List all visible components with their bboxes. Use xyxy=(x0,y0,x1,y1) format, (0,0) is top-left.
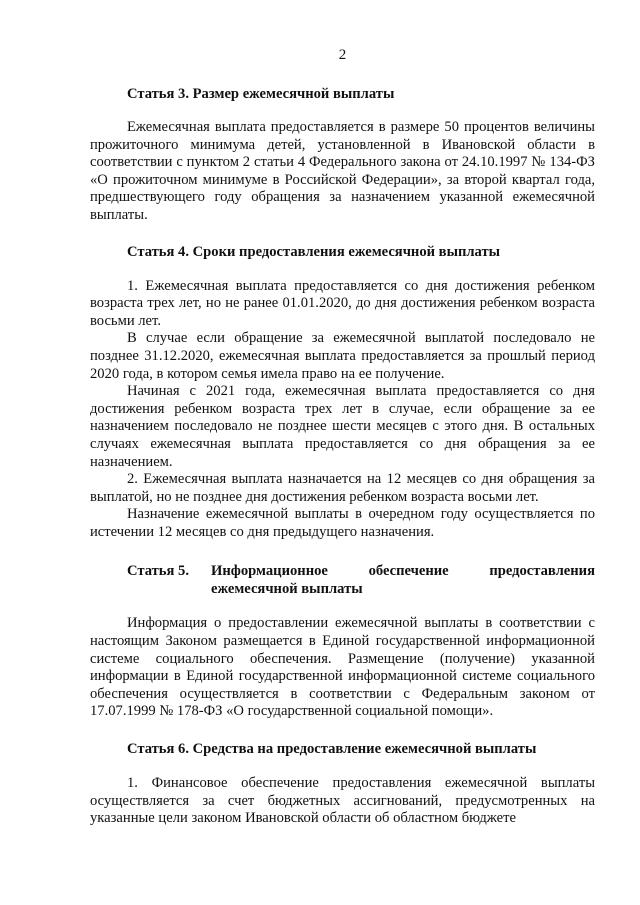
article-3-body xyxy=(90,119,595,225)
article-5-number: Статья 5. xyxy=(127,563,189,580)
article-3-paragraph-1: Ежемесячная выплата предоставляется в размере 50 процентов величины прожиточного минимума детей, установленной в Ивановской области в соответствии с пунктом 2 статьи 4 Федерального закона от 24.10.1997 № 134-ФЗ «О прожиточном минимуме в Российской Федерации», за второй квартал года, предшествующего году обращения за назначением указанной ежемесячной выплаты. xyxy=(90,119,595,223)
article-4-heading: Статья 4. Сроки предоставления ежемесячной выплаты xyxy=(127,243,501,260)
article-6-paragraph-1: 1. Финансовое обеспечение предоставления ежемесячной выплаты осуществляется за счет бюджетных ассигнований, предусмотренных на указанные цели законом Ивановской области об областном бюджете xyxy=(90,775,595,827)
article-3-heading: Статья 3. Размер ежемесячной выплаты xyxy=(127,86,395,102)
article-4-paragraph-1: 1. Ежемесячная выплата предоставляется со дня достижения ребенком возраста трех лет, но не ранее 01.01.2020, до дня достижения ребенком возраста восьми лет. xyxy=(90,277,595,329)
document-page xyxy=(90,0,595,828)
article-5-title-word-2: обеспечение xyxy=(368,563,449,580)
article-5-paragraph-1: Информация о предоставлении ежемесячной выплаты в соответствии с настоящим Законом размещается в Единой государственной информационной системе социального обеспечения. Размещение (получение) указанной информации в Единой государственной информационной системе социального обеспечения осуществляется в соответствии с Федеральным законом от 17.07.1999 № 178-ФЗ «О государственной социальной помощи». xyxy=(90,615,595,720)
article-4-paragraph-4: 2. Ежемесячная выплата назначается на 12 месяцев со дня обращения за выплатой, но не позднее дня достижения ребенком возраста восьми лет. xyxy=(90,471,595,505)
article-5-title-word-3: предоставления xyxy=(489,563,595,580)
article-6-heading: Статья 6. Средства на предоставление ежемесячной выплаты xyxy=(127,741,537,758)
page-number: 2 xyxy=(338,47,347,63)
article-5-body xyxy=(90,615,595,721)
article-6-body xyxy=(90,775,595,828)
article-4-body xyxy=(90,278,595,542)
article-4-paragraph-2: В случае если обращение за ежемесячной выплатой последовало не позднее 31.12.2020, ежемесячная выплата предоставляется за прошлый период 2020 года, в котором семья имела право на ее получение. xyxy=(90,330,595,382)
article-5-title-word-1: Информационное xyxy=(211,563,328,580)
article-4-paragraph-3: Начиная с 2021 года, ежемесячная выплата предоставляется со дня достижения ребенком возраста трех лет в случае, если обращение за ее назначением последовало не позднее шести месяцев с этого дня. В остальных случаях ежемесячная выплата предоставляется со дня обращения за ее назначением. xyxy=(90,383,595,470)
article-5-title xyxy=(211,562,595,598)
article-5-title-line-2: ежемесячной выплаты xyxy=(211,581,363,598)
article-5-heading xyxy=(90,562,595,598)
article-4-paragraph-5: Назначение ежемесячной выплаты в очередном году осуществляется по истечении 12 месяцев со дня предыдущего назначения. xyxy=(90,506,595,540)
